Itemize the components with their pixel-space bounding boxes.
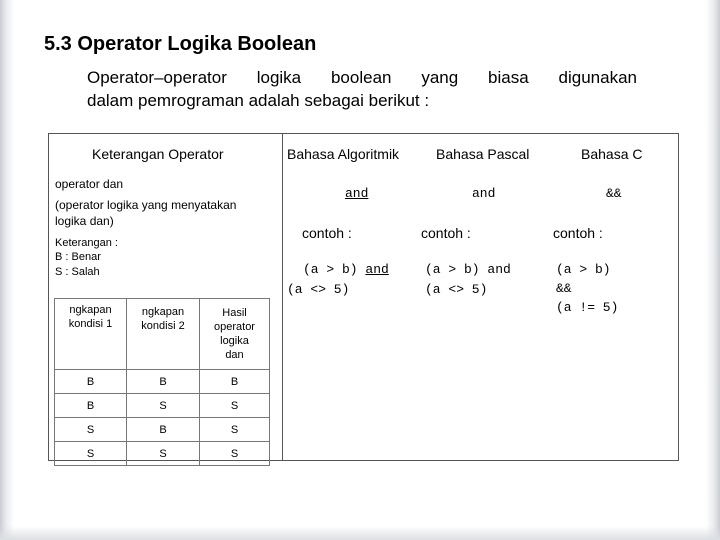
truth-table-header-row	[55, 299, 270, 370]
c-example-line2: &&	[556, 281, 572, 296]
operator-desc-line1: (operator logika yang menyatakan	[55, 198, 237, 212]
algoritmik-operator: and	[345, 186, 369, 201]
truth-cell: B	[200, 370, 270, 394]
table-row	[55, 418, 270, 442]
legend-title: Keterangan :	[55, 237, 118, 249]
header-keterangan: Keterangan Operator	[92, 146, 224, 162]
operator-name: operator dan	[55, 177, 124, 191]
algoritmik-contoh-label: contoh :	[302, 225, 352, 241]
c-operator: &&	[606, 186, 622, 201]
table-border-top	[48, 133, 679, 134]
legend-salah: S : Salah	[55, 266, 100, 278]
legend-benar: B : Benar	[55, 251, 101, 263]
truth-col-kondisi-2: ngkapan kondisi 2	[127, 299, 200, 370]
c-example-line1: (a > b)	[556, 262, 611, 277]
c-contoh-label: contoh :	[553, 225, 603, 241]
truth-cell: B	[55, 394, 127, 418]
table-row	[55, 370, 270, 394]
truth-cell: S	[127, 442, 200, 466]
slide-bottom-shade	[0, 526, 720, 540]
table-border-right	[678, 133, 679, 461]
intro-paragraph	[87, 66, 637, 112]
slide-title: 5.3 Operator Logika Boolean	[44, 33, 317, 55]
header-algoritmik: Bahasa Algoritmik	[287, 146, 400, 162]
pascal-example-line1: (a > b) and	[425, 262, 511, 277]
table-row	[55, 394, 270, 418]
truth-col-hasil: Hasil operator logika dan	[200, 299, 270, 370]
truth-col-kondisi-1: ngkapan kondisi 1	[55, 299, 127, 370]
truth-cell: S	[55, 418, 127, 442]
c-example-line3: (a != 5)	[556, 300, 619, 315]
table-border-left	[48, 133, 49, 461]
header-pascal: Bahasa Pascal	[436, 146, 530, 162]
intro-line-1: Operator–operator logika boolean yang biasa digunakan	[87, 68, 637, 87]
truth-cell: B	[127, 370, 200, 394]
truth-cell: B	[55, 370, 127, 394]
algoritmik-example-expr: (a > b)	[303, 262, 366, 277]
truth-cell: S	[200, 442, 270, 466]
truth-table	[54, 298, 270, 466]
truth-cell: S	[127, 394, 200, 418]
truth-cell: S	[55, 442, 127, 466]
pascal-example-line2: (a <> 5)	[425, 282, 488, 297]
truth-cell: B	[127, 418, 200, 442]
operator-desc-line2: logika dan)	[55, 214, 114, 228]
pascal-contoh-label: contoh :	[421, 225, 471, 241]
algoritmik-example-and: and	[365, 262, 389, 277]
pascal-operator: and	[472, 186, 496, 201]
truth-cell: S	[200, 418, 270, 442]
table-divider-col1	[282, 133, 283, 461]
algoritmik-example-line2: (a <> 5)	[287, 282, 350, 297]
intro-line-2: dalam pemrograman adalah sebagai berikut :	[87, 91, 430, 110]
header-c: Bahasa C	[581, 146, 643, 162]
algoritmik-example-line1	[303, 262, 389, 277]
truth-cell: S	[200, 394, 270, 418]
table-row	[55, 442, 270, 466]
